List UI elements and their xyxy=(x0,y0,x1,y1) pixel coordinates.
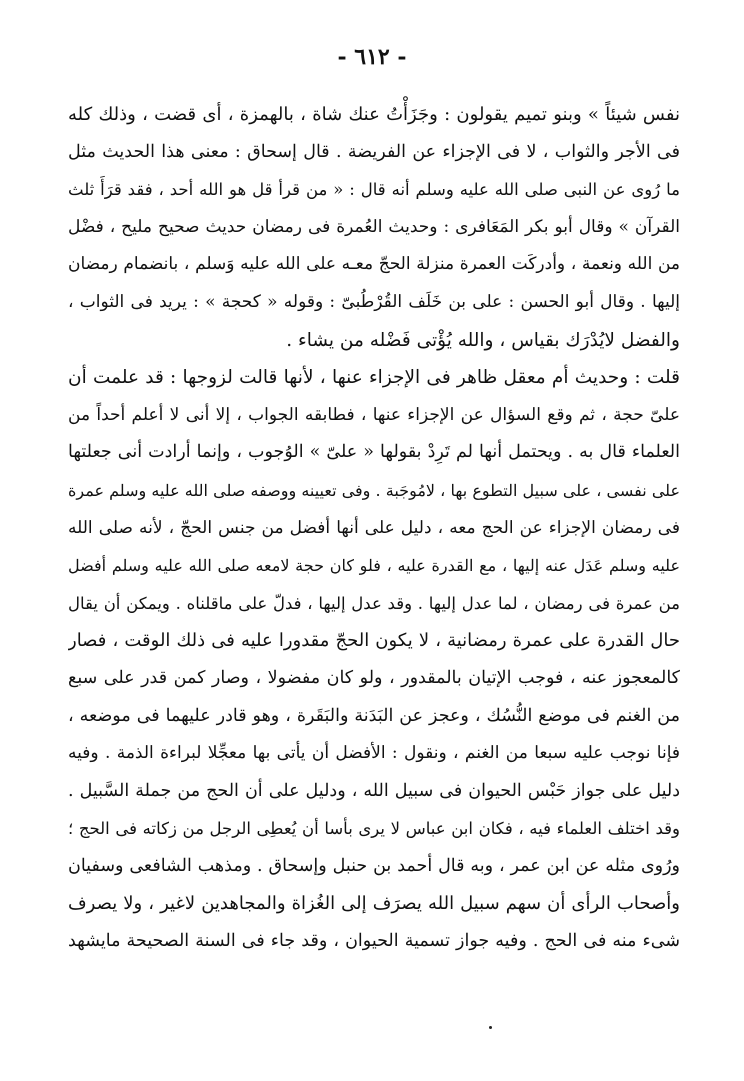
text-line: حال القدرة على عمرة رمضانية ، لا يكون الحجّ مقدورا عليه فى ذلك الوقت ، فصار xyxy=(68,630,680,652)
text-line: القرآن » وقال أبو بكر المَعَافرى : وحديث العُمرة فى رمضان حديث صحيح مليح ، فضْل xyxy=(68,216,680,237)
text-line: فى الأجر والثواب ، لا فى الإجزاء عن الفريضة . قال إسحاق : معنى هذا الحديث مثل xyxy=(68,141,680,162)
text-line: من الغنم فى موضع النُّسُك ، وعجز عن البَدَنة والبَقَرة ، وهو قادر عليهما فى موضعه ، xyxy=(68,705,680,726)
text-line: قلت : وحديث أم معقل ظاهر فى الإجزاء عنها ، لأنها قالت لزوجها : قد علمت أن xyxy=(68,367,680,389)
text-line: ما رُوى عن النبى صلى الله عليه وسلم أنه قال : « من قرأ قل هو الله أحد ، فقد قرَأَ ثلث xyxy=(68,180,680,200)
text-line: وأصحاب الرأى أن سهم سبيل الله يصرَف إلى الغُزاة والمجاهدين لاغير ، ولا يصرف xyxy=(68,893,680,915)
stray-dot-mark xyxy=(489,1026,492,1029)
text-line: علىّ حجة ، ثم وقع السؤال عن الإجزاء عنها ، فطابقه الجواب ، إلا أنى لا أعلم أحداً من xyxy=(68,404,680,425)
text-line: إليها . وقال أبو الحسن : على بن خَلَف القُرْطُبىّ : وقوله « كحجة » : يريد فى الثواب ، xyxy=(68,291,680,312)
text-line: والفضل لايُدْرَك بقياس ، والله يُؤْتى فَضْله من يشاء . xyxy=(286,329,680,351)
text-line: شىء منه فى الحج . وفيه جواز تسمية الحيوان ، وقد جاء فى السنة الصحيحة مايشهد xyxy=(68,931,680,952)
text-line: فإنا نوجب عليه سبعا من الغنم ، ونقول : الأفضل أن يأتى بها معجِّلا لبراءة الذمة . وفيه xyxy=(68,743,680,764)
text-line: فى رمضان الإجزاء عن الحج معه ، دليل على أنها أفضل من جنس الحجّ ، لأنه صلى الله xyxy=(68,517,680,538)
text-body xyxy=(68,96,680,961)
text-line: على نفسى ، على سبيل التطوع بها ، لامُوجَبة . وفى تعيينه ووصفه صلى الله عليه وسلم عمرة xyxy=(68,480,680,500)
page-number: - ٦١٢ - xyxy=(337,44,407,70)
text-line: من الله ونعمة ، وأدركَت العمرة منزلة الحجّ معـه على الله عليه وَسلم ، بانضمام رمضان xyxy=(68,254,680,275)
text-line: نفس شيئاً » وبنو تميم يقولون : وجَزَأْتُ عنك شاة ، بالهمزة ، أى قضت ، وذلك كله xyxy=(68,104,680,125)
text-line: ورُوى مثله عن ابن عمر ، وبه قال أحمد بن حنبل وإسحاق . ومذهب الشافعى وسفيان xyxy=(68,855,680,876)
text-line: دليل على جواز حَبْس الحيوان فى سبيل الله ، ودليل على أن الحج من جملة السَّبيل . xyxy=(68,780,680,801)
text-line: عليه وسلم عَدَل عنه إليها ، مع القدرة عليه ، فلو كان حجة لامعه صلى الله عليه وسلم أفضل xyxy=(68,556,680,576)
text-line: كالمعجوز عنه ، فوجب الإتيان بالمقدور ، ولو كان مفضولا ، وصار كمن قدر على سبع xyxy=(68,667,680,688)
text-line: وقد اختلف العلماء فيه ، فكان ابن عباس لا يرى بأسا أن يُعطِى الرجل من زكاته فى الحج ؛ xyxy=(68,819,680,839)
text-line: العلماء قال به . ويحتمل أنها لم تَرِدْ بقولها « علىّ » الوُجوب ، وإنما أرادت أنى جعلتها xyxy=(68,442,680,463)
text-line: من عمرة فى رمضان ، لما عدل إليها . وقد عدل إليها ، فدلّ على ماقلناه . ويمكن أن يقال xyxy=(68,593,680,613)
